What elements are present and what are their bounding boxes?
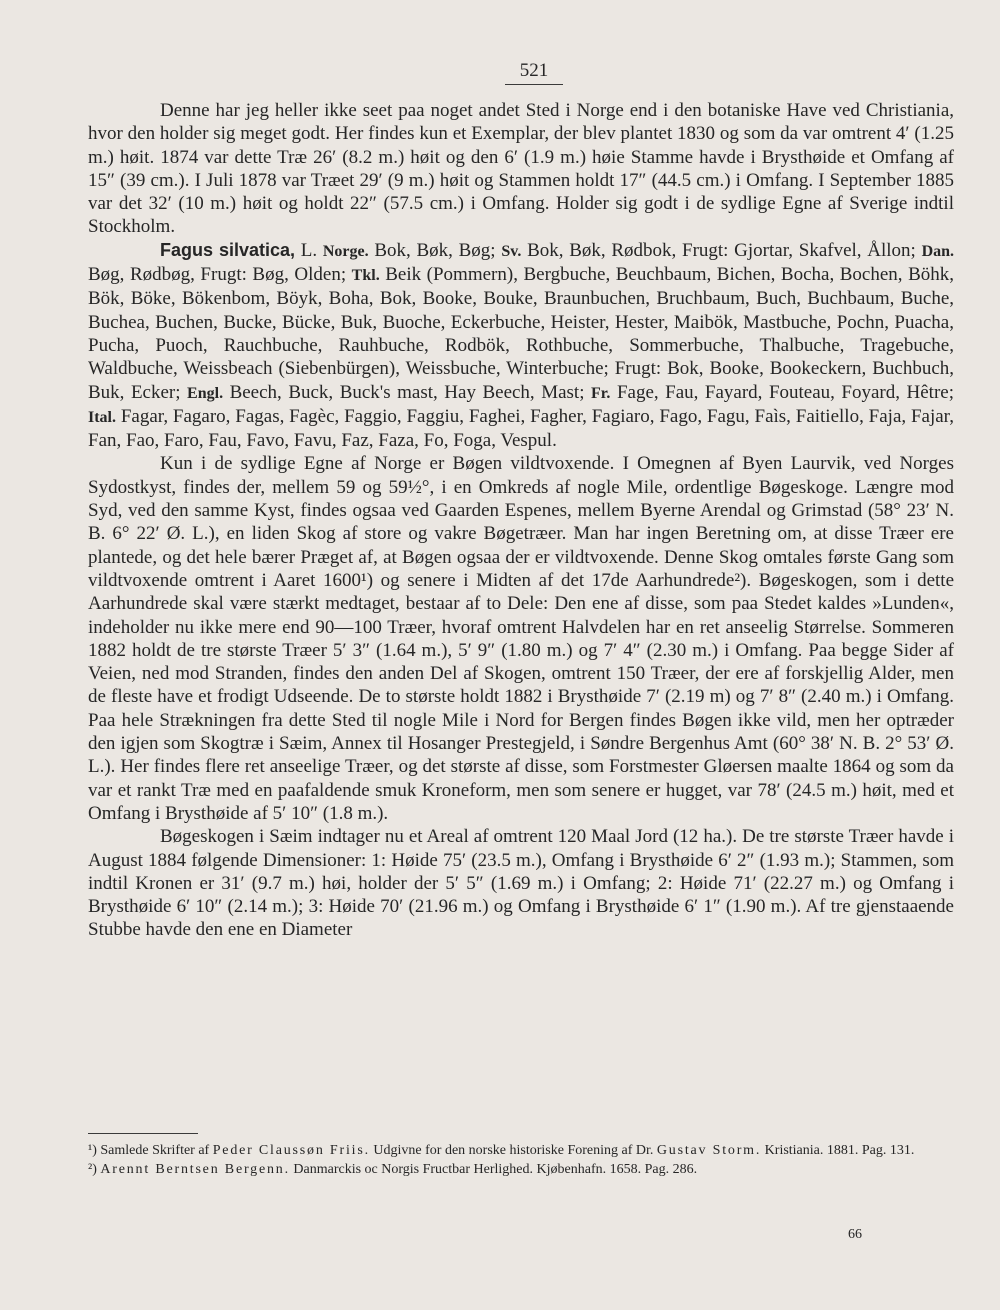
lang-engl: Engl.	[187, 384, 224, 402]
names-norge: Bok, Bøk, Bøg;	[368, 239, 502, 261]
footnote-2-mark: ²)	[88, 1162, 101, 1177]
footnote-1-editor: Gustav Storm.	[656, 1143, 762, 1158]
paragraph-1: Denne har jeg heller ikke seet paa noget andet Sted i Norge end i den botaniske Have ved Christiania, hvor den holder sig meget godt. Her findes kun et Exemplar, der blev plantet 1830 og som da var omtrent 4′ (1.25 m.) høit. 1874 var dette Træ 26′ (8.2 m.) høit og den 6′ (1.9 m.) høie Stamme havde i Brysthøide et Omfang af 15″ (39 cm.). I Juli 1878 var Træet 29′ (9 m.) høit og Stammen holdt 17″ (44.5 cm.) i Omfang. I September 1885 var det 32′ (10 m.) høit og holdt 22″ (57.5 cm.) i Omfang. Holder sig godt i de sydlige Egne af Sverige indtil Stockholm.	[88, 100, 954, 238]
names-dan: Bøg, Rødbøg, Frugt: Bøg, Olden;	[88, 264, 352, 286]
body-text	[88, 99, 954, 942]
footnote-1-author: Peder Claussøn Friis.	[212, 1143, 370, 1158]
footnote-2-text-b: Danmarckis oc Norgis Fructbar Herlighed. Kjøbenhafn. 1658. Pag. 286.	[289, 1162, 698, 1177]
footnote-1-text-b: Udgivne for den norske historiske Forening af Dr.	[369, 1143, 657, 1158]
footnote-2	[88, 1160, 954, 1179]
signature-mark: 66	[848, 1227, 862, 1242]
paragraph-4: Bøgeskogen i Sæim indtager nu et Areal af omtrent 120 Maal Jord (12 ha.). De tre største Træer havde i August 1884 følgende Dimensioner: 1: Høide 75′ (23.5 m.), Omfang i Brysthøide 6′ 2″ (1.93 m.); Stammen, som indtil Kronen er 31′ (9.7 m.) høi, holder der 5′ 5″ (1.69 m.) i Omfang; 2: Høide 71′ (22.27 m.) og Omfang i Brysthøide 6′ 10″ (2.14 m.); 3: Høide 70′ (21.96 m.) og Omfang i Brysthøide 6′ 1″ (1.90 m.). Af tre gjenstaaende Stubbe havde den ene en Diameter	[88, 826, 954, 941]
lang-sv: Sv.	[501, 242, 522, 260]
names-engl: Beech, Buck, Buck's mast, Hay Beech, Mast;	[223, 381, 592, 403]
lang-dan: Dan.	[921, 242, 955, 260]
species-entry	[88, 239, 954, 453]
lang-norge: Norge.	[322, 242, 369, 260]
page-number: 521	[505, 60, 563, 85]
species-name: Fagus silvatica,	[160, 239, 296, 260]
lang-tkl: Tkl.	[351, 267, 380, 285]
footnote-rule	[88, 1133, 198, 1134]
names-tkl: Beik (Pommern), Bergbuche, Beuchbaum, Bichen, Bocha, Bochen, Böhk, Bök, Böke, Bökenbom, Böyk, Boha, Bok, Booke, Bouke, Braunbuchen, Bruchbaum, Buch, Buchbaum, Buche, Buchea, Buchen, Bucke, Bücke, Buk, Buoche, Eckerbuche, Heister, Hester, Maibök, Mastbuche, Pochn, Puacha, Pucha, Puoch, Rauchbuche, Rauhbuche, Rodbök, Rothbuche, Sommerbuche, Thalbuche, Tragebuche, Waldbuche, Weissbeach (Siebenbürgen), Weissbuche, Winterbuche; Frugt: Bok, Booke, Bookeckern, Buchbuch, Buk, Ecker;	[88, 264, 955, 403]
lang-fr: Fr.	[591, 384, 611, 402]
lang-ital: Ital.	[88, 408, 116, 426]
paragraph-3: Kun i de sydlige Egne af Norge er Bøgen vildtvoxende. I Omegnen af Byen Laurvik, ved Norges Sydostkyst, findes der, mellem 59 og 59½°, i en Omkreds af nogle Mile, ordentlige Bøgeskoge. Længre mod Syd, ved den samme Kyst, findes ogsaa ved Gaarden Espenes, mellem Byerne Arendal og Grimstad (58° 23′ N. B. 6° 22′ Ø. L.), en liden Skog af store og vakre Bøgetræer. Man har ingen Beretning om, at disse Træer ere plantede, og det hele bærer Præget af, at Bøgen ogsaa der er vildtvoxende. Denne Skog omtales første Gang som vildtvoxende omtrent i Aaret 1600¹) og senere i Midten af det 17de Aarhundrede²). Bøgeskogen, som i dette Aarhundrede skal være stærkt medtaget, bestaar af to Dele: Den ene af disse, som paa Stedet kaldes »Lunden«, indeholder nu ikke mere end 90—100 Træer, hvoraf omtrent Halvdelen har en ret anseelig Størrelse. Sommeren 1882 holdt de tre største Træer 5′ 3″ (1.64 m.), 5′ 9″ (1.80 m.) og 7′ 4″ (2.30 m.) i Omfang. Paa begge Sider af Veien, ned mod Stranden, findes den anden Del af Skogen, omtrent 150 Træer, der ere af forskjellig Alder, men de fleste have et frodigt Udseende. De to største holdt 1882 i Brysthøide 7′ (2.19 m) og 7′ 8″ (2.40 m.) i Omfang. Paa hele Strækningen fra dette Sted til nogle Mile i Nord for Bergen findes Bøgen ikke vild, men her optræder den igjen som Skogtræ i Sæim, Annex til Hosanger Prestegjeld, i Søndre Bergenhus Amt (60° 38′ N. B. 2° 53′ Ø. L.). Her findes flere ret anseelige Træer, og det største af disse, som Forstmester Gløersen maalte 1864 og som da var et rankt Træ med en paafaldende smuk Kroneform, men som senere er hugget, var 78′ (24.5 m.) høit, med et Omfang i Brysthøide af 5′ 10″ (1.8 m.).	[88, 453, 954, 824]
footnotes	[88, 1141, 954, 1179]
footnote-1-mark: ¹)	[88, 1143, 101, 1158]
footnote-1-text-c: Kristiania. 1881. Pag. 131.	[761, 1143, 915, 1158]
names-ital: Fagar, Fagaro, Fagas, Fagèc, Faggio, Faggiu, Faghei, Fagher, Fagiaro, Fago, Fagu, Faìs, Faitiello, Faja, Fajar, Fan, Fao, Faro, Fau, Favo, Favu, Faz, Faza, Fo, Foga, Vespul.	[88, 405, 954, 452]
footnote-2-author: Arennt Berntsen Bergenn.	[100, 1162, 290, 1177]
footnote-1	[88, 1141, 954, 1160]
names-fr: Fage, Fau, Fayard, Fouteau, Foyard, Hêtre;	[610, 381, 954, 403]
species-author: L.	[295, 239, 323, 261]
footnote-1-text-a: Samlede Skrifter af	[100, 1143, 213, 1158]
names-sv: Bok, Bøk, Rødbok, Frugt: Gjortar, Skafvel, Ållon;	[521, 239, 922, 261]
